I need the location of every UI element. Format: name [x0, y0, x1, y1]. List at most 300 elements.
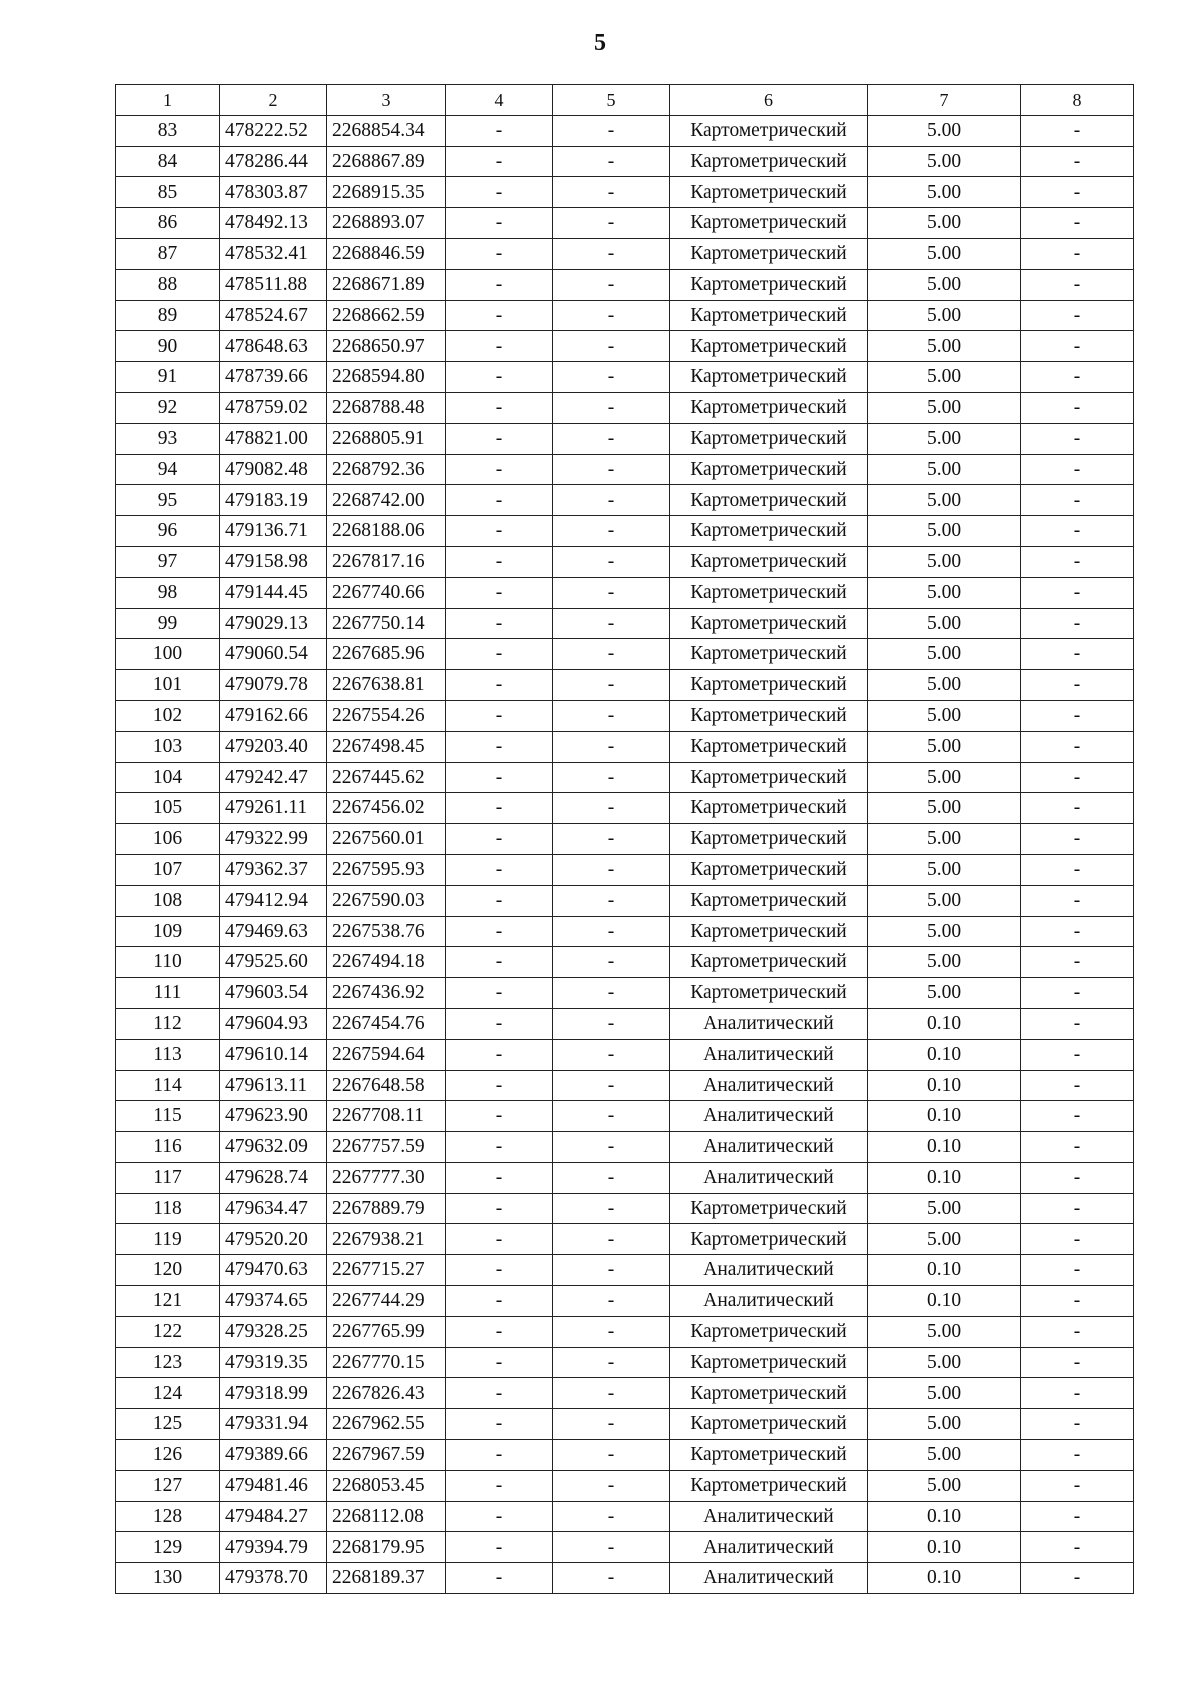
accuracy-cell: 5.00 — [868, 546, 1021, 577]
accuracy-cell: 5.00 — [868, 208, 1021, 239]
x-coordinate-cell: 479632.09 — [220, 1132, 327, 1163]
y-coordinate-cell: 2267590.03 — [327, 885, 446, 916]
y-coordinate-cell: 2268846.59 — [327, 238, 446, 269]
col5-cell: - — [553, 1070, 670, 1101]
accuracy-cell: 0.10 — [868, 1070, 1021, 1101]
method-cell: Картометрический — [670, 577, 868, 608]
table-row — [116, 854, 1134, 885]
accuracy-cell: 5.00 — [868, 854, 1021, 885]
col4-cell: - — [446, 300, 553, 331]
method-cell: Картометрический — [670, 1224, 868, 1255]
y-coordinate-cell: 2267715.27 — [327, 1255, 446, 1286]
col5-cell: - — [553, 300, 670, 331]
x-coordinate-cell: 479183.19 — [220, 485, 327, 516]
x-coordinate-cell: 479079.78 — [220, 670, 327, 701]
x-coordinate-cell: 479082.48 — [220, 454, 327, 485]
method-cell: Картометрический — [670, 300, 868, 331]
y-coordinate-cell: 2268650.97 — [327, 331, 446, 362]
col4-cell: - — [446, 978, 553, 1009]
table-row — [116, 1224, 1134, 1255]
y-coordinate-cell: 2267638.81 — [327, 670, 446, 701]
table-row — [116, 577, 1134, 608]
col4-cell: - — [446, 1470, 553, 1501]
col8-cell: - — [1021, 731, 1134, 762]
x-coordinate-cell: 478303.87 — [220, 177, 327, 208]
method-cell: Картометрический — [670, 1378, 868, 1409]
table-row — [116, 1563, 1134, 1594]
table-row — [116, 824, 1134, 855]
y-coordinate-cell: 2268742.00 — [327, 485, 446, 516]
method-cell: Картометрический — [670, 1440, 868, 1471]
table-row — [116, 1286, 1134, 1317]
table-row — [116, 546, 1134, 577]
accuracy-cell: 5.00 — [868, 115, 1021, 146]
table-row — [116, 1039, 1134, 1070]
col8-cell: - — [1021, 1132, 1134, 1163]
col5-cell: - — [553, 1286, 670, 1317]
page-number: 5 — [594, 30, 606, 56]
col5-cell: - — [553, 1347, 670, 1378]
col8-cell: - — [1021, 1101, 1134, 1132]
table-row — [116, 516, 1134, 547]
col5-cell: - — [553, 1563, 670, 1594]
col8-cell: - — [1021, 362, 1134, 393]
accuracy-cell: 5.00 — [868, 516, 1021, 547]
x-coordinate-cell: 479331.94 — [220, 1409, 327, 1440]
y-coordinate-cell: 2267757.59 — [327, 1132, 446, 1163]
accuracy-cell: 5.00 — [868, 762, 1021, 793]
col8-cell: - — [1021, 670, 1134, 701]
x-coordinate-cell: 479520.20 — [220, 1224, 327, 1255]
col8-cell: - — [1021, 639, 1134, 670]
point-number-cell: 89 — [116, 300, 220, 331]
point-number-cell: 101 — [116, 670, 220, 701]
table-row — [116, 793, 1134, 824]
col4-cell: - — [446, 1070, 553, 1101]
method-cell: Аналитический — [670, 1286, 868, 1317]
x-coordinate-cell: 479319.35 — [220, 1347, 327, 1378]
point-number-cell: 105 — [116, 793, 220, 824]
col5-cell: - — [553, 700, 670, 731]
col4-cell: - — [446, 1563, 553, 1594]
accuracy-cell: 5.00 — [868, 947, 1021, 978]
point-number-cell: 108 — [116, 885, 220, 916]
col4-cell: - — [446, 269, 553, 300]
method-cell: Картометрический — [670, 916, 868, 947]
point-number-cell: 93 — [116, 423, 220, 454]
col4-cell: - — [446, 146, 553, 177]
col5-cell: - — [553, 885, 670, 916]
y-coordinate-cell: 2267648.58 — [327, 1070, 446, 1101]
method-cell: Картометрический — [670, 885, 868, 916]
table-row — [116, 608, 1134, 639]
point-number-cell: 102 — [116, 700, 220, 731]
col4-cell: - — [446, 546, 553, 577]
point-number-cell: 96 — [116, 516, 220, 547]
y-coordinate-cell: 2268662.59 — [327, 300, 446, 331]
table-row — [116, 1409, 1134, 1440]
accuracy-cell: 5.00 — [868, 1409, 1021, 1440]
col8-cell: - — [1021, 1286, 1134, 1317]
column-header: 1 — [116, 85, 220, 116]
point-number-cell: 87 — [116, 238, 220, 269]
accuracy-cell: 5.00 — [868, 1347, 1021, 1378]
y-coordinate-cell: 2267445.62 — [327, 762, 446, 793]
method-cell: Аналитический — [670, 1563, 868, 1594]
column-header: 3 — [327, 85, 446, 116]
column-header: 6 — [670, 85, 868, 116]
col4-cell: - — [446, 762, 553, 793]
method-cell: Картометрический — [670, 608, 868, 639]
x-coordinate-cell: 479158.98 — [220, 546, 327, 577]
point-number-cell: 86 — [116, 208, 220, 239]
method-cell: Картометрический — [670, 978, 868, 1009]
col4-cell: - — [446, 331, 553, 362]
method-cell: Аналитический — [670, 1162, 868, 1193]
y-coordinate-cell: 2267560.01 — [327, 824, 446, 855]
method-cell: Картометрический — [670, 454, 868, 485]
accuracy-cell: 0.10 — [868, 1563, 1021, 1594]
y-coordinate-cell: 2268915.35 — [327, 177, 446, 208]
table-row — [116, 115, 1134, 146]
method-cell: Картометрический — [670, 670, 868, 701]
x-coordinate-cell: 479378.70 — [220, 1563, 327, 1594]
y-coordinate-cell: 2267498.45 — [327, 731, 446, 762]
method-cell: Картометрический — [670, 269, 868, 300]
x-coordinate-cell: 478821.00 — [220, 423, 327, 454]
method-cell: Картометрический — [670, 947, 868, 978]
point-number-cell: 97 — [116, 546, 220, 577]
table-row — [116, 1132, 1134, 1163]
col4-cell: - — [446, 238, 553, 269]
method-cell: Картометрический — [670, 115, 868, 146]
col4-cell: - — [446, 1316, 553, 1347]
column-header: 4 — [446, 85, 553, 116]
col4-cell: - — [446, 392, 553, 423]
x-coordinate-cell: 478492.13 — [220, 208, 327, 239]
point-number-cell: 103 — [116, 731, 220, 762]
method-cell: Аналитический — [670, 1132, 868, 1163]
x-coordinate-cell: 479162.66 — [220, 700, 327, 731]
col5-cell: - — [553, 762, 670, 793]
col5-cell: - — [553, 793, 670, 824]
col4-cell: - — [446, 485, 553, 516]
method-cell: Картометрический — [670, 362, 868, 393]
method-cell: Аналитический — [670, 1101, 868, 1132]
x-coordinate-cell: 479623.90 — [220, 1101, 327, 1132]
point-number-cell: 100 — [116, 639, 220, 670]
col4-cell: - — [446, 1008, 553, 1039]
accuracy-cell: 0.10 — [868, 1132, 1021, 1163]
y-coordinate-cell: 2267750.14 — [327, 608, 446, 639]
method-cell: Аналитический — [670, 1070, 868, 1101]
point-number-cell: 98 — [116, 577, 220, 608]
col8-cell: - — [1021, 824, 1134, 855]
col5-cell: - — [553, 1409, 670, 1440]
point-number-cell: 126 — [116, 1440, 220, 1471]
method-cell: Картометрический — [670, 1316, 868, 1347]
col8-cell: - — [1021, 608, 1134, 639]
point-number-cell: 116 — [116, 1132, 220, 1163]
column-header: 5 — [553, 85, 670, 116]
col5-cell: - — [553, 1162, 670, 1193]
col5-cell: - — [553, 1470, 670, 1501]
point-number-cell: 104 — [116, 762, 220, 793]
table-row — [116, 700, 1134, 731]
table-row — [116, 1162, 1134, 1193]
method-cell: Картометрический — [670, 854, 868, 885]
col8-cell: - — [1021, 700, 1134, 731]
accuracy-cell: 5.00 — [868, 1470, 1021, 1501]
col5-cell: - — [553, 177, 670, 208]
x-coordinate-cell: 478532.41 — [220, 238, 327, 269]
method-cell: Картометрический — [670, 208, 868, 239]
point-number-cell: 109 — [116, 916, 220, 947]
col5-cell: - — [553, 978, 670, 1009]
point-number-cell: 106 — [116, 824, 220, 855]
x-coordinate-cell: 479412.94 — [220, 885, 327, 916]
column-header: 8 — [1021, 85, 1134, 116]
col5-cell: - — [553, 1132, 670, 1163]
column-header: 7 — [868, 85, 1021, 116]
y-coordinate-cell: 2267938.21 — [327, 1224, 446, 1255]
accuracy-cell: 5.00 — [868, 177, 1021, 208]
y-coordinate-cell: 2268867.89 — [327, 146, 446, 177]
x-coordinate-cell: 478648.63 — [220, 331, 327, 362]
col4-cell: - — [446, 1162, 553, 1193]
col5-cell: - — [553, 392, 670, 423]
accuracy-cell: 5.00 — [868, 1440, 1021, 1471]
col5-cell: - — [553, 546, 670, 577]
accuracy-cell: 5.00 — [868, 146, 1021, 177]
col4-cell: - — [446, 1193, 553, 1224]
col5-cell: - — [553, 854, 670, 885]
y-coordinate-cell: 2267770.15 — [327, 1347, 446, 1378]
accuracy-cell: 5.00 — [868, 454, 1021, 485]
col5-cell: - — [553, 454, 670, 485]
y-coordinate-cell: 2267967.59 — [327, 1440, 446, 1471]
method-cell: Аналитический — [670, 1501, 868, 1532]
table-row — [116, 362, 1134, 393]
col8-cell: - — [1021, 885, 1134, 916]
col8-cell: - — [1021, 916, 1134, 947]
col4-cell: - — [446, 670, 553, 701]
col8-cell: - — [1021, 1008, 1134, 1039]
x-coordinate-cell: 478511.88 — [220, 269, 327, 300]
col5-cell: - — [553, 208, 670, 239]
table-row — [116, 731, 1134, 762]
x-coordinate-cell: 479322.99 — [220, 824, 327, 855]
col4-cell: - — [446, 916, 553, 947]
method-cell: Картометрический — [670, 731, 868, 762]
y-coordinate-cell: 2268788.48 — [327, 392, 446, 423]
coordinates-table — [115, 84, 1134, 1594]
accuracy-cell: 5.00 — [868, 392, 1021, 423]
col8-cell: - — [1021, 1440, 1134, 1471]
method-cell: Картометрический — [670, 423, 868, 454]
table-row — [116, 1070, 1134, 1101]
table-header-row — [116, 85, 1134, 116]
accuracy-cell: 5.00 — [868, 1378, 1021, 1409]
col8-cell: - — [1021, 146, 1134, 177]
x-coordinate-cell: 478286.44 — [220, 146, 327, 177]
table-row — [116, 1255, 1134, 1286]
point-number-cell: 111 — [116, 978, 220, 1009]
table-row — [116, 454, 1134, 485]
accuracy-cell: 5.00 — [868, 1316, 1021, 1347]
point-number-cell: 84 — [116, 146, 220, 177]
col5-cell: - — [553, 516, 670, 547]
table-row — [116, 1532, 1134, 1563]
y-coordinate-cell: 2267595.93 — [327, 854, 446, 885]
accuracy-cell: 0.10 — [868, 1532, 1021, 1563]
col4-cell: - — [446, 824, 553, 855]
col5-cell: - — [553, 485, 670, 516]
point-number-cell: 83 — [116, 115, 220, 146]
x-coordinate-cell: 479484.27 — [220, 1501, 327, 1532]
y-coordinate-cell: 2267744.29 — [327, 1286, 446, 1317]
y-coordinate-cell: 2267889.79 — [327, 1193, 446, 1224]
x-coordinate-cell: 478759.02 — [220, 392, 327, 423]
col5-cell: - — [553, 1039, 670, 1070]
method-cell: Аналитический — [670, 1255, 868, 1286]
col5-cell: - — [553, 1193, 670, 1224]
y-coordinate-cell: 2267826.43 — [327, 1378, 446, 1409]
method-cell: Картометрический — [670, 485, 868, 516]
column-header: 2 — [220, 85, 327, 116]
col4-cell: - — [446, 454, 553, 485]
col4-cell: - — [446, 177, 553, 208]
col5-cell: - — [553, 639, 670, 670]
col4-cell: - — [446, 516, 553, 547]
col8-cell: - — [1021, 208, 1134, 239]
accuracy-cell: 5.00 — [868, 793, 1021, 824]
point-number-cell: 92 — [116, 392, 220, 423]
accuracy-cell: 5.00 — [868, 608, 1021, 639]
accuracy-cell: 5.00 — [868, 885, 1021, 916]
col8-cell: - — [1021, 300, 1134, 331]
col5-cell: - — [553, 423, 670, 454]
col4-cell: - — [446, 885, 553, 916]
x-coordinate-cell: 478524.67 — [220, 300, 327, 331]
point-number-cell: 119 — [116, 1224, 220, 1255]
y-coordinate-cell: 2268179.95 — [327, 1532, 446, 1563]
method-cell: Картометрический — [670, 639, 868, 670]
point-number-cell: 127 — [116, 1470, 220, 1501]
accuracy-cell: 0.10 — [868, 1501, 1021, 1532]
x-coordinate-cell: 479362.37 — [220, 854, 327, 885]
col5-cell: - — [553, 731, 670, 762]
col4-cell: - — [446, 1255, 553, 1286]
y-coordinate-cell: 2268805.91 — [327, 423, 446, 454]
table-row — [116, 1193, 1134, 1224]
y-coordinate-cell: 2267436.92 — [327, 978, 446, 1009]
col5-cell: - — [553, 331, 670, 362]
col4-cell: - — [446, 1378, 553, 1409]
x-coordinate-cell: 479242.47 — [220, 762, 327, 793]
table-row — [116, 947, 1134, 978]
accuracy-cell: 5.00 — [868, 1193, 1021, 1224]
col8-cell: - — [1021, 485, 1134, 516]
method-cell: Картометрический — [670, 238, 868, 269]
y-coordinate-cell: 2267740.66 — [327, 577, 446, 608]
col4-cell: - — [446, 639, 553, 670]
col8-cell: - — [1021, 793, 1134, 824]
col8-cell: - — [1021, 1501, 1134, 1532]
col5-cell: - — [553, 146, 670, 177]
accuracy-cell: 0.10 — [868, 1286, 1021, 1317]
col4-cell: - — [446, 423, 553, 454]
col4-cell: - — [446, 1532, 553, 1563]
point-number-cell: 128 — [116, 1501, 220, 1532]
x-coordinate-cell: 479328.25 — [220, 1316, 327, 1347]
col5-cell: - — [553, 670, 670, 701]
method-cell: Картометрический — [670, 793, 868, 824]
col4-cell: - — [446, 208, 553, 239]
accuracy-cell: 5.00 — [868, 670, 1021, 701]
x-coordinate-cell: 479029.13 — [220, 608, 327, 639]
table-row — [116, 639, 1134, 670]
x-coordinate-cell: 478739.66 — [220, 362, 327, 393]
accuracy-cell: 0.10 — [868, 1255, 1021, 1286]
accuracy-cell: 5.00 — [868, 577, 1021, 608]
x-coordinate-cell: 478222.52 — [220, 115, 327, 146]
point-number-cell: 130 — [116, 1563, 220, 1594]
col8-cell: - — [1021, 269, 1134, 300]
x-coordinate-cell: 479318.99 — [220, 1378, 327, 1409]
y-coordinate-cell: 2267454.76 — [327, 1008, 446, 1039]
y-coordinate-cell: 2268112.08 — [327, 1501, 446, 1532]
point-number-cell: 110 — [116, 947, 220, 978]
accuracy-cell: 5.00 — [868, 423, 1021, 454]
point-number-cell: 88 — [116, 269, 220, 300]
accuracy-cell: 5.00 — [868, 700, 1021, 731]
y-coordinate-cell: 2267765.99 — [327, 1316, 446, 1347]
point-number-cell: 85 — [116, 177, 220, 208]
table-row — [116, 1347, 1134, 1378]
accuracy-cell: 0.10 — [868, 1101, 1021, 1132]
point-number-cell: 90 — [116, 331, 220, 362]
table-row — [116, 1378, 1134, 1409]
col5-cell: - — [553, 1316, 670, 1347]
point-number-cell: 99 — [116, 608, 220, 639]
y-coordinate-cell: 2267708.11 — [327, 1101, 446, 1132]
x-coordinate-cell: 479481.46 — [220, 1470, 327, 1501]
accuracy-cell: 5.00 — [868, 362, 1021, 393]
table-row — [116, 177, 1134, 208]
table-row — [116, 238, 1134, 269]
accuracy-cell: 0.10 — [868, 1008, 1021, 1039]
accuracy-cell: 5.00 — [868, 331, 1021, 362]
table-row — [116, 1316, 1134, 1347]
table-row — [116, 392, 1134, 423]
col5-cell: - — [553, 916, 670, 947]
col8-cell: - — [1021, 1193, 1134, 1224]
col5-cell: - — [553, 824, 670, 855]
point-number-cell: 95 — [116, 485, 220, 516]
y-coordinate-cell: 2268189.37 — [327, 1563, 446, 1594]
point-number-cell: 120 — [116, 1255, 220, 1286]
method-cell: Картометрический — [670, 516, 868, 547]
accuracy-cell: 5.00 — [868, 824, 1021, 855]
accuracy-cell: 0.10 — [868, 1162, 1021, 1193]
table-row — [116, 978, 1134, 1009]
col8-cell: - — [1021, 392, 1134, 423]
col4-cell: - — [446, 362, 553, 393]
col4-cell: - — [446, 1440, 553, 1471]
point-number-cell: 118 — [116, 1193, 220, 1224]
point-number-cell: 94 — [116, 454, 220, 485]
